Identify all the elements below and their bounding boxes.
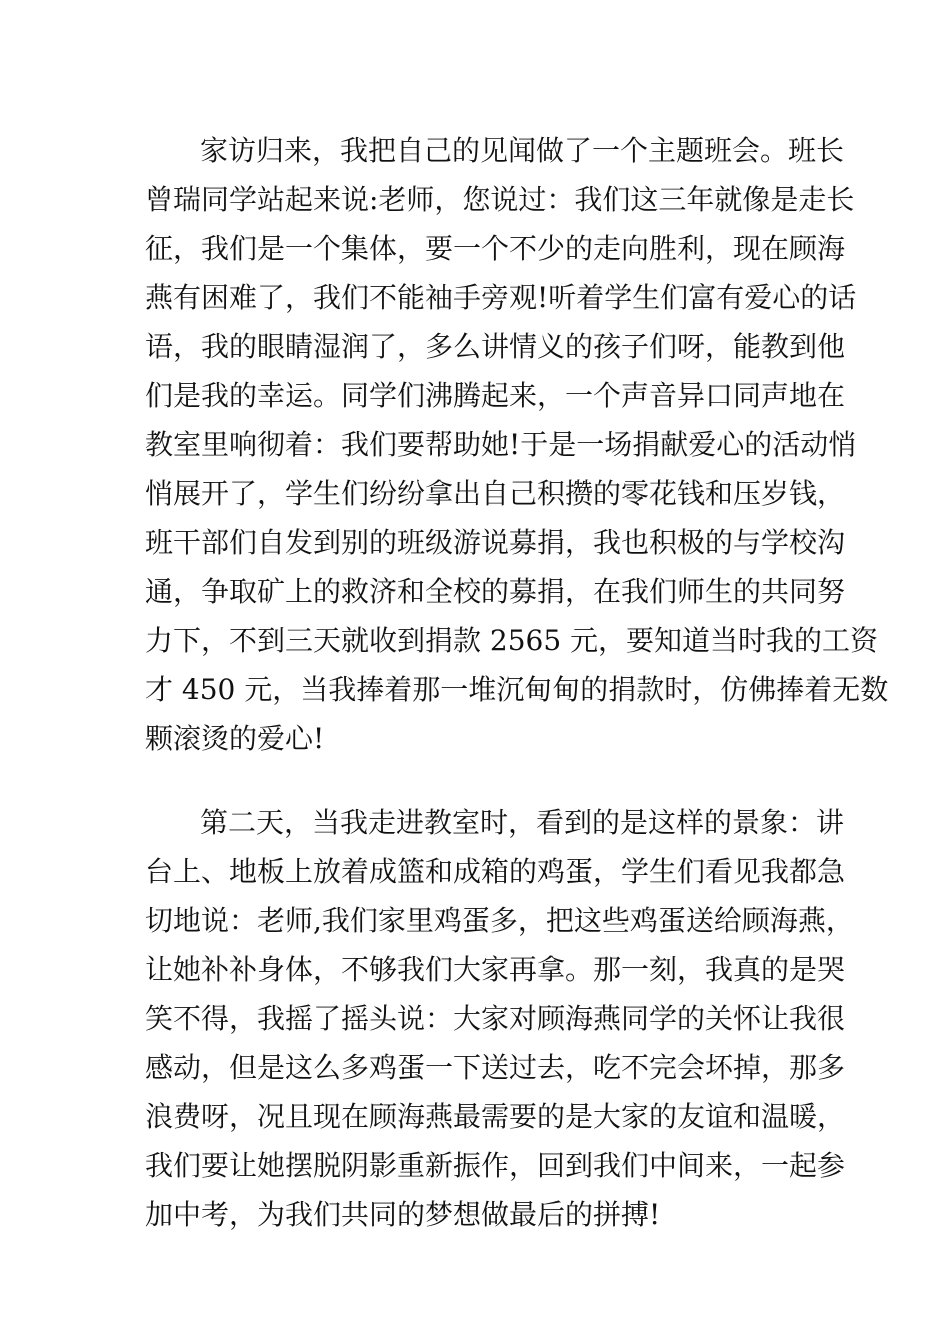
paragraph-line: 力下，不到三天就收到捐款 2565 元，要知道当时我的工资 xyxy=(145,624,879,657)
paragraph-line: 颗滚烫的爱心! xyxy=(145,722,325,755)
paragraph-line: 燕有困难了，我们不能袖手旁观!听着学生们富有爱心的话 xyxy=(145,281,857,314)
paragraph-line: 们是我的幸运。同学们沸腾起来，一个声音异口同声地在 xyxy=(145,379,846,412)
paragraph-line: 悄展开了，学生们纷纷拿出自己积攒的零花钱和压岁钱， xyxy=(145,477,846,510)
paragraph-line: 加中考，为我们共同的梦想做最后的拼搏! xyxy=(145,1198,661,1231)
paragraph-line: 让她补补身体，不够我们大家再拿。那一刻，我真的是哭 xyxy=(145,953,846,986)
paragraph-line: 曾瑞同学站起来说:老师，您说过：我们这三年就像是走长 xyxy=(145,183,855,216)
paragraph-line: 笑不得，我摇了摇头说：大家对顾海燕同学的关怀让我很 xyxy=(145,1002,846,1035)
paragraph-line: 感动，但是这么多鸡蛋一下送过去，吃不完会坏掉，那多 xyxy=(145,1051,846,1084)
paragraph-line: 征，我们是一个集体，要一个不少的走向胜利，现在顾海 xyxy=(145,232,846,265)
paragraph-line: 家访归来，我把自己的见闻做了一个主题班会。班长 xyxy=(200,134,845,167)
paragraph-line: 才 450 元，当我捧着那一堆沉甸甸的捐款时，仿佛捧着无数 xyxy=(145,673,889,706)
paragraph-line: 语，我的眼睛湿润了，多么讲情义的孩子们呀，能教到他 xyxy=(145,330,846,363)
paragraph-line: 班干部们自发到别的班级游说募捐，我也积极的与学校沟 xyxy=(145,526,846,559)
paragraph-line: 我们要让她摆脱阴影重新振作，回到我们中间来，一起参 xyxy=(145,1149,846,1182)
paragraph-line: 浪费呀，况且现在顾海燕最需要的是大家的友谊和温暖， xyxy=(145,1100,846,1133)
paragraph-line: 第二天，当我走进教室时，看到的是这样的景象：讲 xyxy=(200,806,845,839)
paragraph-line: 通，争取矿上的救济和全校的募捐，在我们师生的共同努 xyxy=(145,575,846,608)
paragraph-line: 台上、地板上放着成篮和成箱的鸡蛋，学生们看见我都急 xyxy=(145,855,846,888)
paragraph-line: 教室里响彻着：我们要帮助她!于是一场捐献爱心的活动悄 xyxy=(145,428,857,461)
paragraph-line: 切地说：老师,我们家里鸡蛋多，把这些鸡蛋送给顾海燕， xyxy=(145,904,854,937)
